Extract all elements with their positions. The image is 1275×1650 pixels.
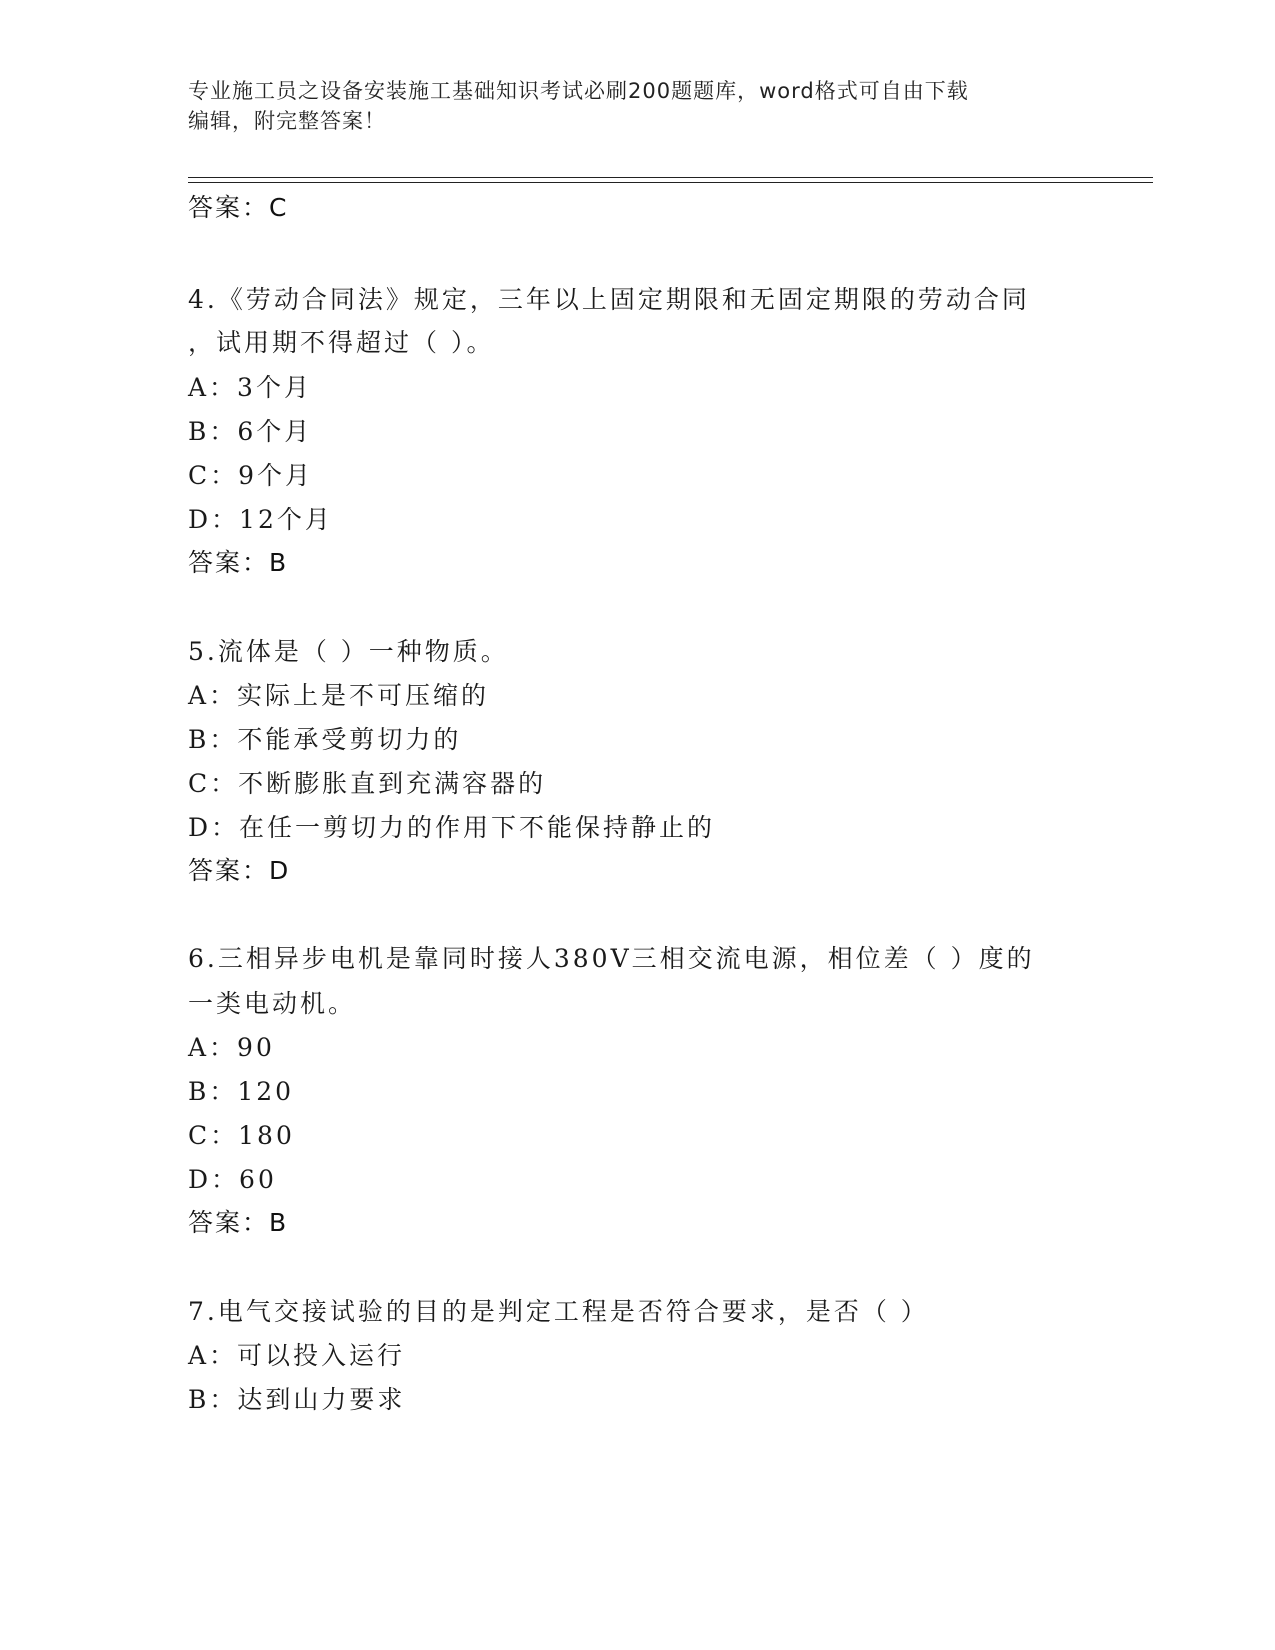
question-6-option-c: C：180 (188, 1121, 295, 1150)
question-7-option-b: B：达到山力要求 (188, 1385, 406, 1414)
header-title-line-2: 编辑，附完整答案！ (188, 109, 386, 133)
question-4-stem-line-2: ，试用期不得超过（ ）。 (188, 328, 495, 357)
header-title-line-1: 专业施工员之设备安装施工基础知识考试必刷200题题库，word格式可自由下载 (188, 79, 969, 103)
question-4-stem-line-1: 4.《劳动合同法》规定，三年以上固定期限和无固定期限的劳动合同 (188, 285, 1030, 314)
answer-q6: 答案：B (188, 1208, 289, 1237)
answer-q4: 答案：B (188, 548, 289, 577)
question-5-option-a: A：实际上是不可压缩的 (188, 681, 490, 710)
question-5-option-c: C：不断膨胀直到充满容器的 (188, 769, 547, 798)
question-6-option-b: B：120 (188, 1077, 295, 1106)
question-4-option-a: A：3个月 (188, 373, 312, 402)
answer-q3: 答案：C (188, 193, 289, 222)
question-4-option-c: C：9个月 (188, 461, 314, 490)
page-header (188, 76, 1068, 136)
question-7-stem-line-1: 7.电气交接试验的目的是判定工程是否符合要求，是否（ ） (188, 1297, 929, 1326)
question-6-stem-line-1: 6.三相异步电机是靠同时接人380V三相交流电源，相位差（ ）度的 (188, 944, 1035, 973)
question-6-option-d: D：60 (188, 1165, 277, 1194)
question-4-option-d: D：12个月 (188, 505, 333, 534)
question-5-stem-line-1: 5.流体是（ ）一种物质。 (188, 637, 509, 666)
header-rule-top (188, 177, 1153, 178)
question-4-option-b: B：6个月 (188, 417, 313, 446)
header-rule-bottom (188, 182, 1153, 183)
answer-q5: 答案：D (188, 856, 291, 885)
question-6-stem-line-2: 一类电动机。 (188, 989, 357, 1018)
question-5-option-d: D：在任一剪切力的作用下不能保持静止的 (188, 813, 716, 842)
question-5-option-b: B：不能承受剪切力的 (188, 725, 462, 754)
question-7-option-a: A：可以投入运行 (188, 1341, 406, 1370)
question-6-option-a: A：90 (188, 1033, 275, 1062)
